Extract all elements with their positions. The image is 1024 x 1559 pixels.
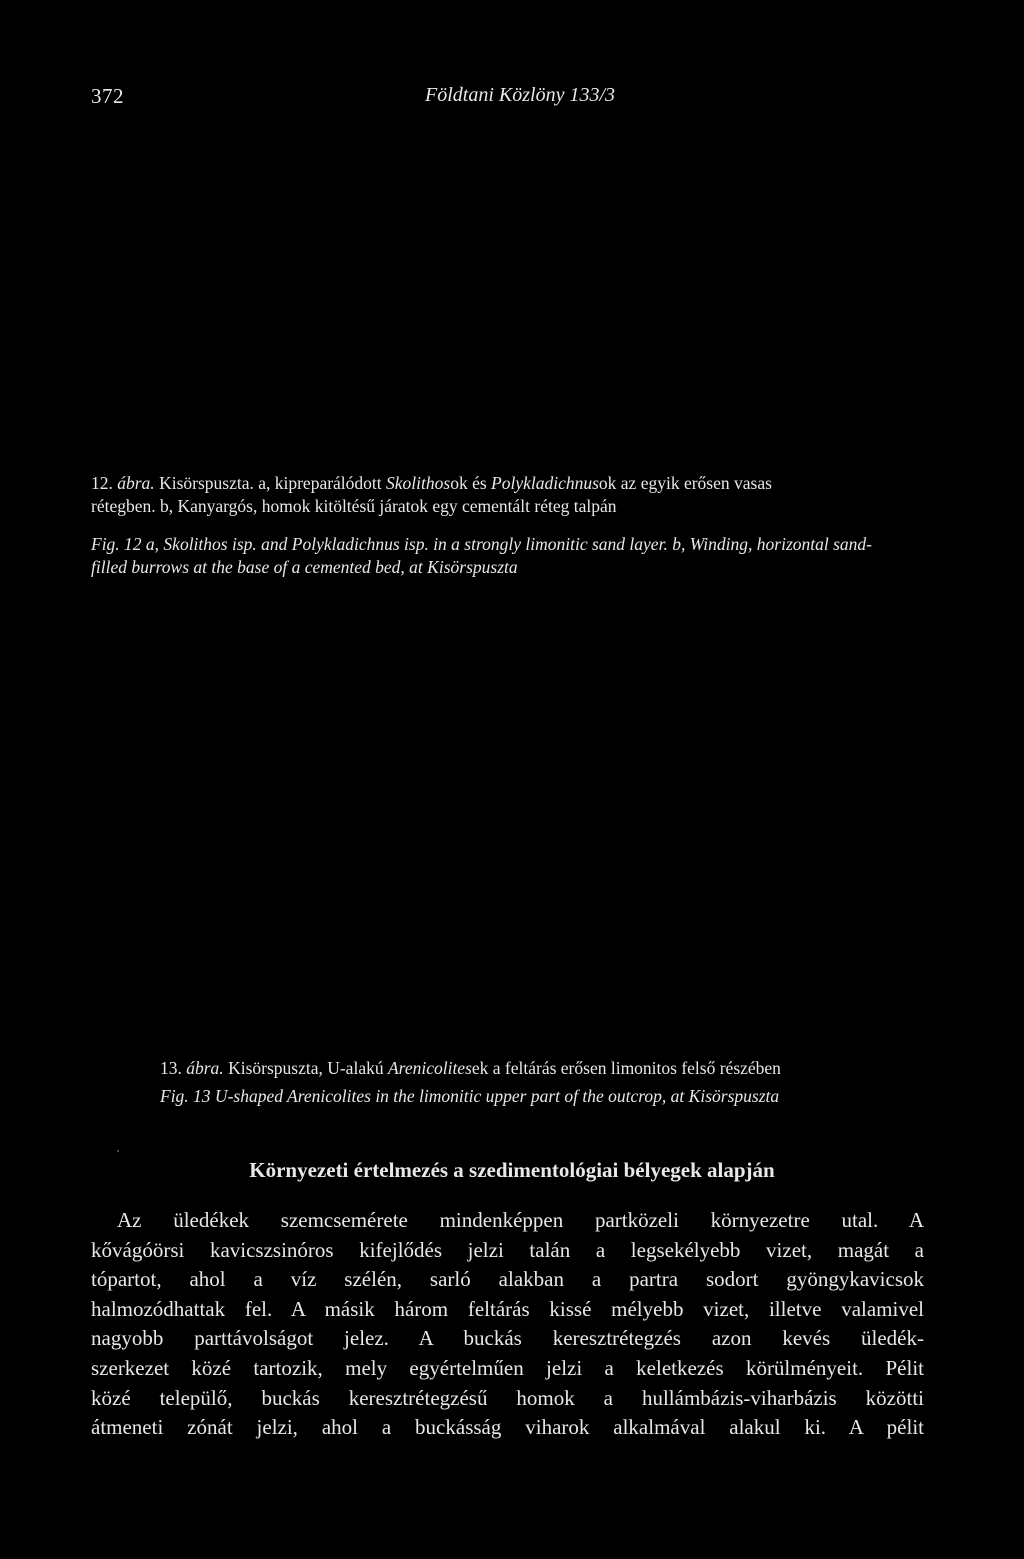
paragraph-line: közé települő, buckás keresztrétegzésű homok a hullámbázis-viharbázis közötti	[91, 1385, 924, 1410]
figure-12-caption-en-line-2: filled burrows at the base of a cemented bed, at Kisörspuszta	[91, 557, 518, 577]
figure-12-caption-text: ok az egyik erősen vasas	[598, 473, 772, 493]
figure-12-caption-text: ok és	[450, 473, 492, 493]
figure-13-caption-text: Kisörspuszta, U-alakú	[223, 1058, 388, 1078]
paragraph-line: nagyobb parttávolságot jelez. A buckás keresztrétegzés azon kevés üledék-	[91, 1326, 924, 1351]
figure-13-label: 13.	[160, 1058, 187, 1078]
paragraph-line: tópartot, ahol a víz szélén, sarló alakban a partra sodort gyöngykavicsok	[91, 1267, 924, 1292]
figure-12-caption-hu-line-2: rétegben. b, Kanyargós, homok kitöltésű járatok egy cementált réteg talpán	[91, 496, 617, 516]
paragraph-line: Az üledékek szemcsemérete mindenképpen partközeli környezetre utal. A	[117, 1208, 924, 1232]
journal-title: Földtani Közlöny 133/3	[425, 84, 615, 106]
figure-13-caption-en: Fig. 13 U-shaped Arenicolites in the limonitic upper part of the outcrop, at Kisörspuszta	[160, 1086, 780, 1106]
paragraph-line: halmozódhattak fel. A másik három feltárás kissé mélyebb vizet, illetve valamivel	[91, 1296, 924, 1321]
figure-12-label: 12.	[91, 473, 118, 493]
figure-13-caption-hu	[160, 1057, 781, 1080]
body-paragraph	[91, 1206, 924, 1443]
figure-13-label-abra: ábra.	[186, 1058, 224, 1078]
page-number: 372	[91, 84, 124, 108]
figure-12-caption-hu	[91, 472, 924, 518]
scan-speck	[117, 1150, 119, 1152]
figure-12-caption-text: Kisörspuszta. a, kipreparálódott	[154, 473, 387, 493]
figure-13-image	[91, 610, 924, 1040]
section-heading: Környezeti értelmezés a szedimentológiai bélyegek alapján	[249, 1158, 775, 1182]
figure-12-label-abra: ábra.	[117, 473, 155, 493]
taxon-skolithos: Skolithos	[386, 473, 451, 493]
figure-12-caption-en-line-1: Fig. 12 a, Skolithos isp. and Polykladichnus isp. in a strongly limonitic sand layer. b, Winding, horizontal sand-	[91, 534, 872, 554]
taxon-arenicolites: Arenicolites	[387, 1058, 472, 1078]
paragraph-line: szerkezet közé tartozik, mely egyértelműen jelzi a keletkezés körülményeit. Pélit	[91, 1355, 924, 1380]
figure-12-image	[91, 120, 924, 460]
paragraph-line: átmeneti zónát jelzi, ahol a buckásság viharok alkalmával alakul ki. A pélit	[91, 1415, 924, 1440]
figure-13-caption-text: ek a feltárás erősen limonitos felső részében	[471, 1058, 781, 1078]
figure-12-caption-en	[91, 533, 924, 579]
paragraph-line: kővágóörsi kavicszsinóros kifejlődés jelzi talán a legsekélyebb vizet, magát a	[91, 1237, 924, 1262]
taxon-polykladichnus: Polykladichnus	[491, 473, 599, 493]
